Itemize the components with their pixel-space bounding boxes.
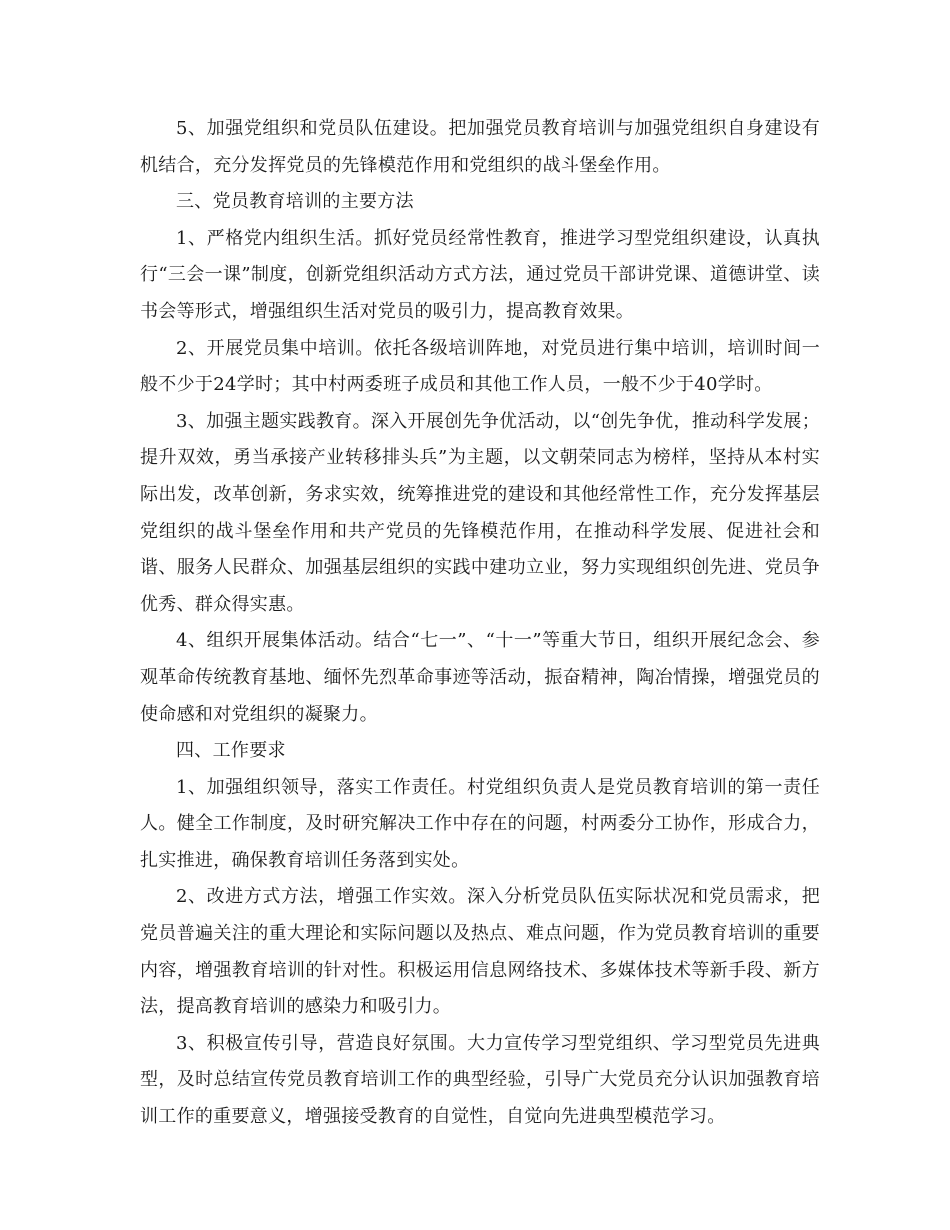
paragraph-2-centralized-training: 2、开展党员集中培训。依托各级培训阵地，对党员进行集中培训，培训时间一般不少于24学时；其中村两委班子成员和其他工作人员，一般不少于40学时。 (140, 337, 820, 396)
section-heading-methods: 三、党员教育培训的主要方法 (176, 191, 414, 213)
document-body (140, 111, 820, 1136)
paragraph-2-methods: 2、改进方式方法，增强工作实效。深入分析党员队伍实际状况和党员需求，把党员普遍关注的重大理论和实际问题以及热点、难点问题，作为党员教育培训的重要内容，增强教育培训的针对性。积极运用信息网络技术、多媒体技术等新手段、新方法，提高教育培训的感染力和吸引力。 (140, 886, 820, 1018)
paragraph-5-party-building: 5、加强党组织和党员队伍建设。把加强党员教育培训与加强党组织自身建设有机结合，充分发挥党员的先锋模范作用和党组织的战斗堡垒作用。 (140, 118, 820, 176)
paragraph-1-organization-life: 1、严格党内组织生活。抓好党员经常性教育，推进学习型党组织建设，认真执行“三会一课”制度，创新党组织活动方式方法，通过党员干部讲党课、道德讲堂、读书会等形式，增强组织生活对党员的吸引力，提高教育效果。 (140, 227, 820, 322)
paragraph-1-leadership: 1、加强组织领导，落实工作责任。村党组织负责人是党员教育培训的第一责任人。健全工作制度，及时研究解决工作中存在的问题，村两委分工协作，形成合力，扎实推进，确保教育培训任务落到实处。 (140, 776, 820, 871)
paragraph-3-publicity: 3、积极宣传引导，营造良好氛围。大力宣传学习型党组织、学习型党员先进典型，及时总结宣传党员教育培训工作的典型经验，引导广大党员充分认识加强教育培训工作的重要意义，增强接受教育的自觉性，自觉向先进典型模范学习。 (140, 1032, 820, 1128)
paragraph-4-collective-activities: 4、组织开展集体活动。结合“七一”、“十一”等重大节日，组织开展纪念会、参观革命传统教育基地、缅怀先烈革命事迹等活动，振奋精神，陶冶情操，增强党员的使命感和对党组织的凝聚力。 (140, 630, 820, 725)
paragraph-3-theme-practice: 3、加强主题实践教育。深入开展创先争优活动，以“创先争优，推动科学发展；提升双效，勇当承接产业转移排头兵”为主题，以文朝荣同志为榜样，坚持从本村实际出发，改革创新，务求实效，统筹推进党的建设和其他经常性工作，充分发挥基层党组织的战斗堡垒作用和共产党员的先锋模范作用，在推动科学发展、促进社会和谐、服务人民群众、加强基层组织的实践中建功立业，努力实现组织创先进、党员争优秀、群众得实惠。 (140, 410, 820, 615)
section-heading-requirements: 四、工作要求 (176, 740, 286, 762)
